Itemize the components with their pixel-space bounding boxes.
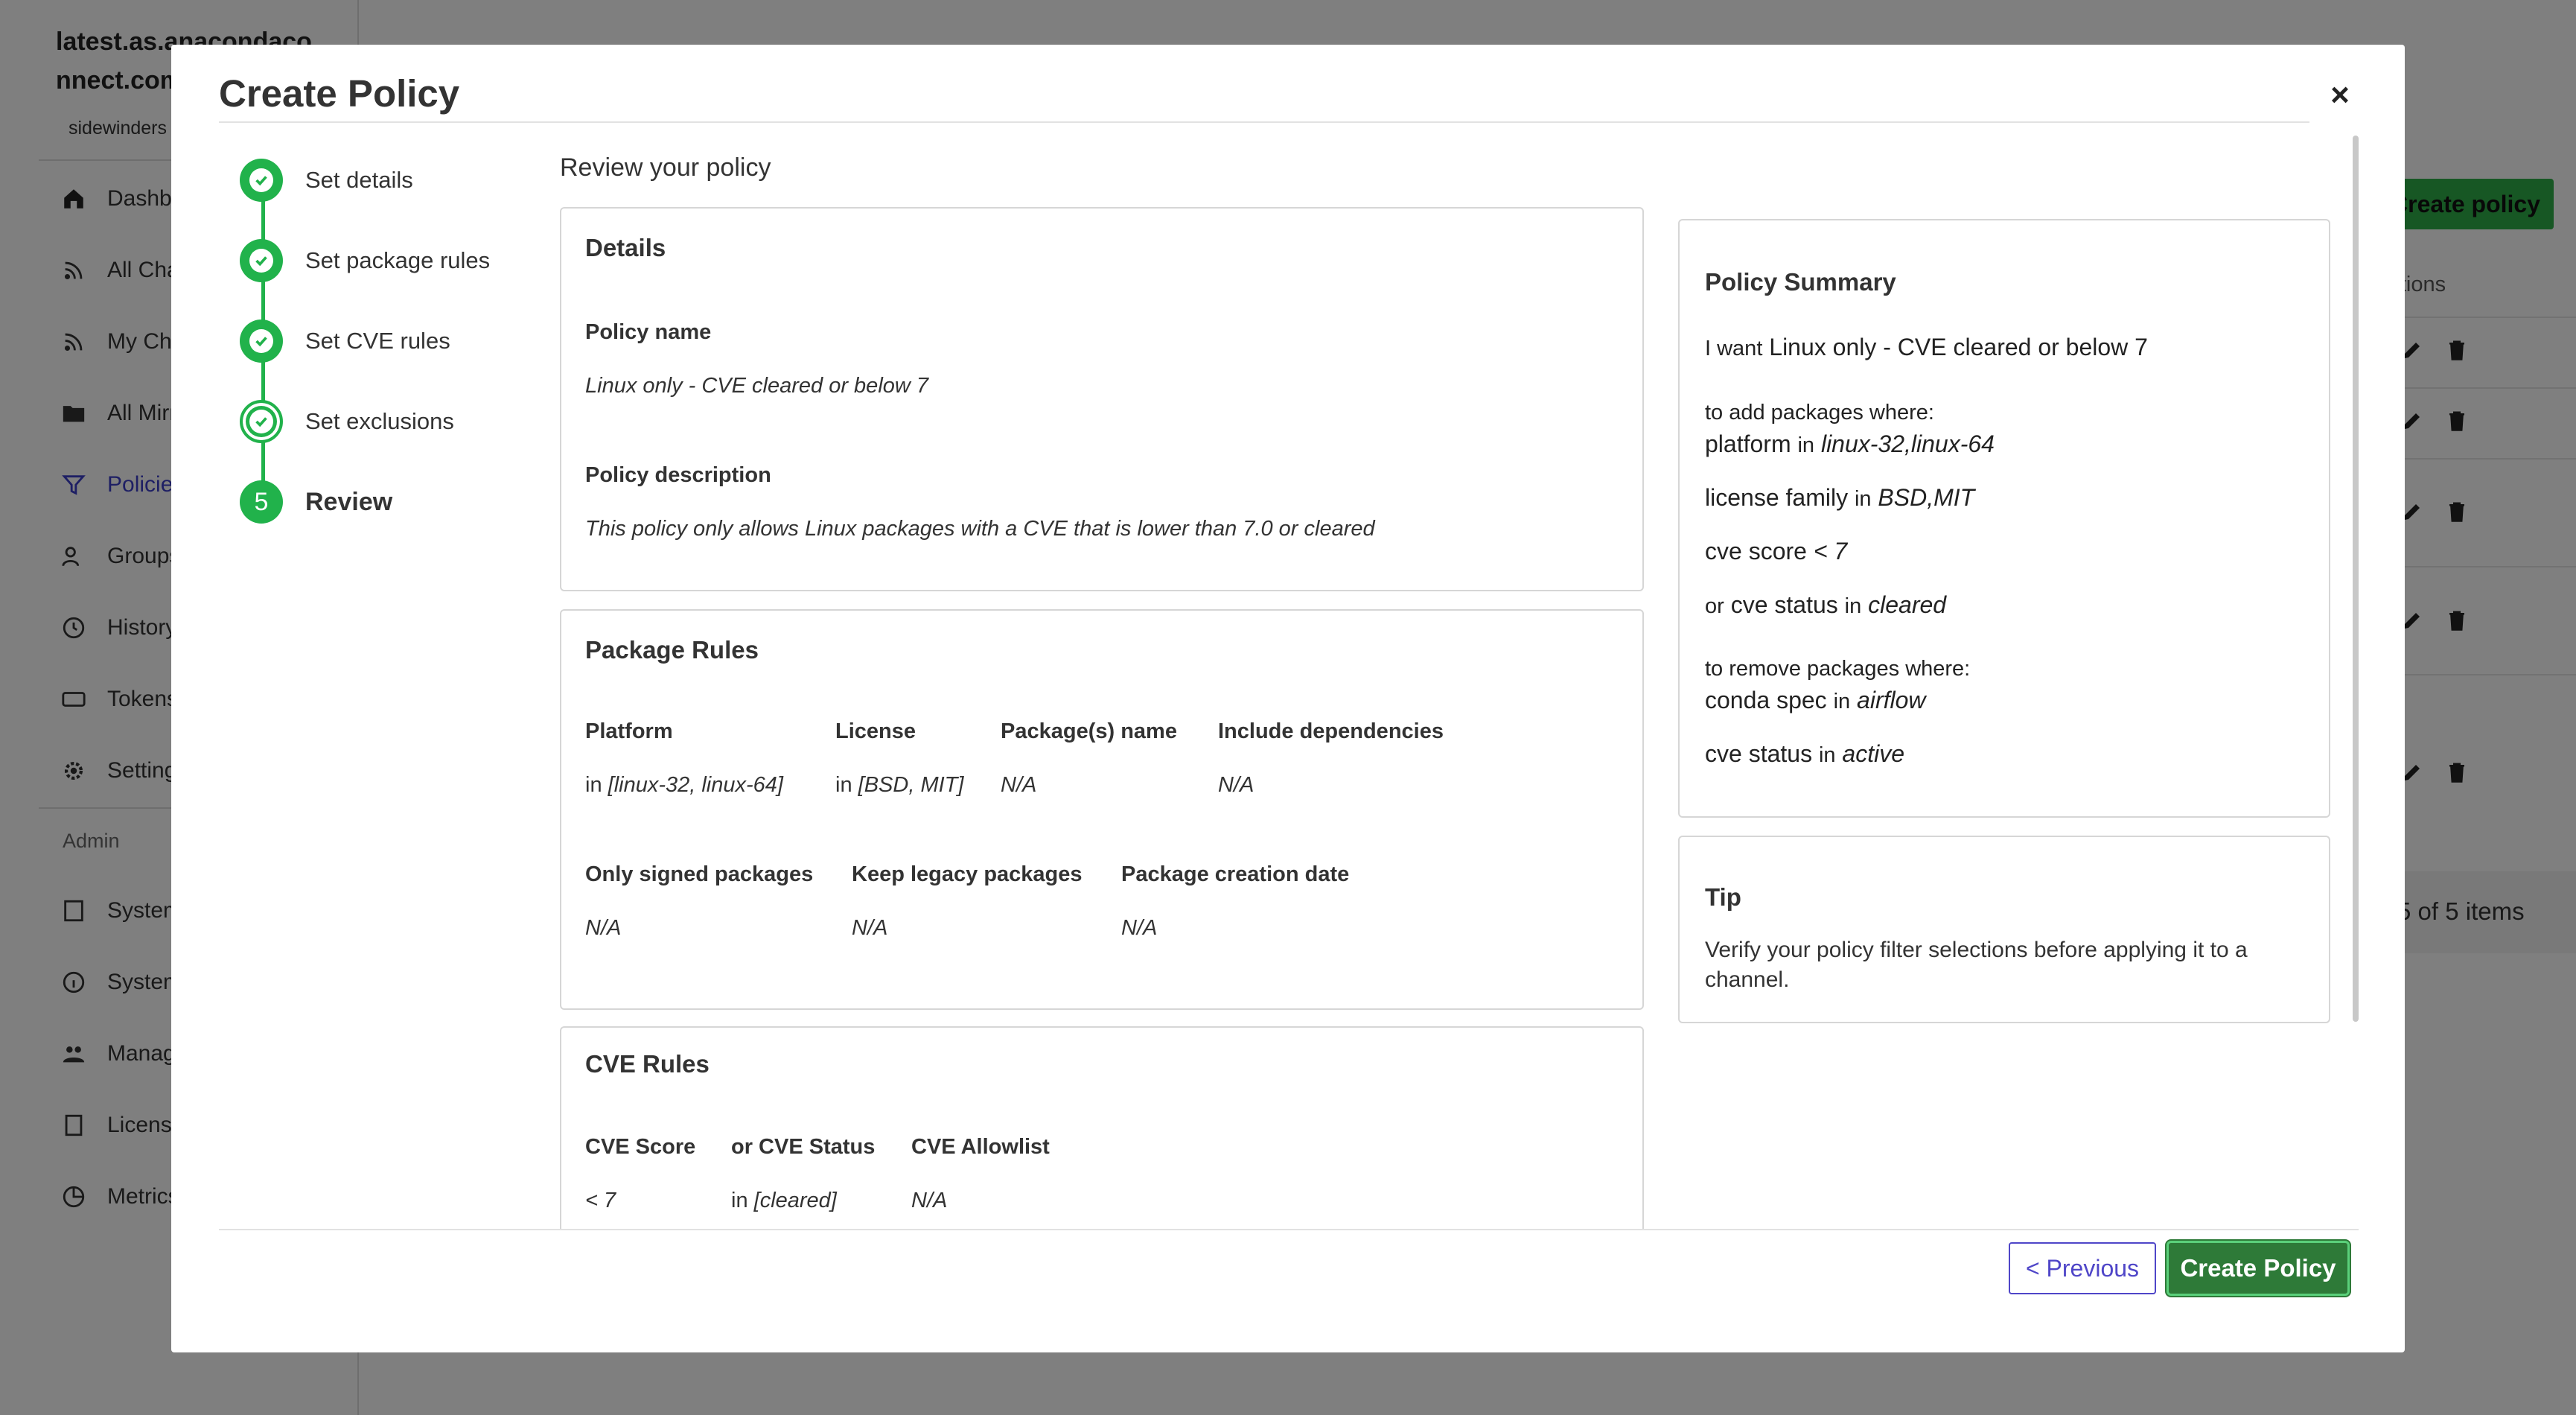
step-label: Review — [305, 487, 393, 516]
wizard-stepper — [240, 156, 523, 559]
title-divider — [219, 121, 2309, 123]
cve-status-values: cleared — [1868, 591, 1947, 618]
card-title: CVE Rules — [585, 1050, 710, 1078]
step-label: Set exclusions — [305, 408, 454, 434]
cve-score-values: < 7 — [1813, 538, 1848, 565]
conda-values: airflow — [1857, 687, 1926, 713]
in-word: in — [585, 773, 602, 797]
check-circle-icon — [240, 400, 283, 443]
want-policy-name: Linux only - CVE cleared or below 7 — [1769, 334, 2148, 360]
summary-cve-score-line — [1705, 538, 1847, 565]
platform-list: [linux-32, linux-64] — [608, 773, 783, 797]
check-circle-icon — [240, 239, 283, 282]
previous-button[interactable]: < Previous — [2009, 1242, 2156, 1294]
cve-allowlist-value: N/A — [911, 1189, 948, 1212]
only-signed-label: Only signed packages — [585, 862, 814, 886]
check-circle-icon — [240, 319, 283, 363]
step-label: Set package rules — [305, 247, 491, 273]
or-word: or — [1705, 594, 1724, 618]
step-set-exclusions[interactable] — [240, 398, 454, 445]
policy-description-value: This policy only allows Linux packages with a CVE that is lower than 7.0 or cleared — [585, 517, 1375, 541]
tip-text: Verify your policy filter selections before applying it to a channel. — [1705, 938, 2248, 992]
include-dependencies-label: Include dependencies — [1218, 719, 1444, 743]
summary-title: Policy Summary — [1705, 268, 1896, 296]
policy-description-label: Policy description — [585, 463, 771, 487]
review-heading: Review your policy — [560, 153, 771, 182]
summary-remove-status-line — [1705, 740, 1904, 768]
create-policy-modal — [171, 45, 2405, 1352]
cve-rules-card — [560, 1026, 1644, 1229]
include-dependencies-value: N/A — [1218, 773, 1254, 797]
step-review[interactable] — [240, 478, 392, 526]
footer-divider — [219, 1229, 2359, 1230]
want-prefix: I want — [1705, 337, 1763, 360]
conda-key: conda spec — [1705, 687, 1827, 713]
platform-values: linux-32,linux-64 — [1820, 430, 1995, 457]
cve-score-value: < 7 — [585, 1189, 616, 1212]
license-value — [835, 773, 963, 798]
license-key: license family — [1705, 484, 1849, 511]
in-word: in — [1854, 487, 1872, 511]
tip-card — [1678, 836, 2330, 1023]
creation-date-value: N/A — [1121, 916, 1158, 940]
in-word: in — [835, 773, 852, 797]
summary-remove-intro: to remove packages where: — [1705, 657, 1971, 681]
summary-add-intro: to add packages where: — [1705, 401, 1934, 424]
card-title: Details — [585, 234, 666, 261]
details-card — [560, 207, 1644, 591]
license-list: [BSD, MIT] — [858, 773, 964, 797]
platform-key: platform — [1705, 430, 1791, 457]
platform-label: Platform — [585, 719, 673, 743]
summary-cve-status-line — [1705, 591, 1946, 619]
policy-name-value: Linux only - CVE cleared or below 7 — [585, 374, 929, 398]
step-label: Set details — [305, 167, 413, 193]
cve-score-label: CVE Score — [585, 1135, 696, 1159]
step-label: Set CVE rules — [305, 328, 450, 354]
in-word: in — [1797, 433, 1815, 457]
in-word: in — [1818, 743, 1836, 767]
step-set-cve-rules[interactable] — [240, 317, 450, 365]
tip-title: Tip — [1705, 883, 1741, 911]
policy-name-label: Policy name — [585, 320, 712, 344]
cve-allowlist-label: CVE Allowlist — [911, 1135, 1050, 1159]
creation-date-label: Package creation date — [1121, 862, 1350, 886]
cve-status-label: or CVE Status — [731, 1135, 876, 1159]
in-word: in — [1833, 690, 1851, 713]
in-word: in — [731, 1189, 748, 1212]
policy-summary-card — [1678, 219, 2330, 818]
keep-legacy-label: Keep legacy packages — [852, 862, 1083, 886]
license-label: License — [835, 719, 916, 743]
in-word: in — [1844, 594, 1862, 618]
step-number: 5 — [240, 480, 283, 524]
modal-title: Create Policy — [219, 72, 460, 115]
cve-rules-clip — [560, 1013, 1647, 1229]
cve-status-key: cve status — [1730, 591, 1838, 618]
card-title: Package Rules — [585, 636, 759, 664]
step-set-details[interactable] — [240, 156, 413, 204]
cve-score-key: cve score — [1705, 538, 1807, 565]
summary-want-line — [1705, 334, 2148, 361]
cve-status-key: cve status — [1705, 740, 1813, 767]
cve-status-value — [731, 1189, 837, 1213]
close-icon[interactable]: × — [2330, 77, 2350, 113]
cve-status-values: active — [1842, 740, 1905, 767]
license-values: BSD,MIT — [1878, 484, 1975, 511]
package-rules-card — [560, 609, 1644, 1010]
check-circle-icon — [240, 159, 283, 202]
platform-value — [585, 773, 783, 798]
summary-conda-line — [1705, 687, 1926, 714]
step-set-package-rules[interactable] — [240, 237, 490, 284]
only-signed-value: N/A — [585, 916, 622, 940]
cve-status-list: [cleared] — [753, 1189, 837, 1212]
keep-legacy-value: N/A — [852, 916, 888, 940]
create-policy-submit-button[interactable]: Create Policy — [2167, 1241, 2350, 1296]
summary-license-line — [1705, 484, 1974, 512]
package-name-value: N/A — [1001, 773, 1037, 797]
package-name-label: Package(s) name — [1001, 719, 1177, 743]
scrollbar-thumb[interactable] — [2353, 136, 2359, 1022]
summary-platform-line — [1705, 430, 1995, 458]
